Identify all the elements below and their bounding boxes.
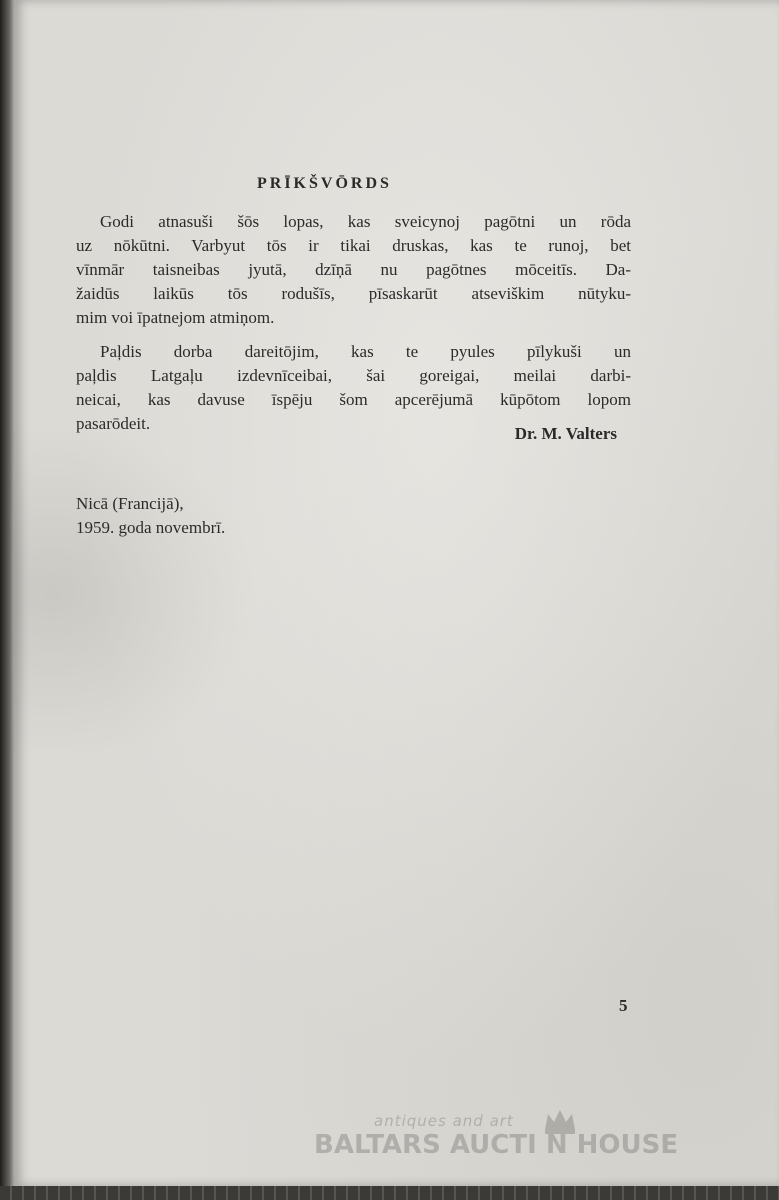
paragraph2-line-3: neicai, kas davuse īspēju šom apcerējumā kūpōtom lopom [76, 390, 631, 409]
paragraph1-line-1: Godi atnasuši šōs lopas, kas sveicynoj pagōtni un rōda [100, 212, 631, 231]
watermark-tagline: antiques and art [374, 1112, 514, 1130]
paragraph1-line-4: žaidūs laikūs tōs rodušīs, pīsaskarūt atseviškim nūtyku- [76, 284, 631, 303]
auction-house-watermark [314, 1108, 714, 1168]
author-signature: Dr. M. Valters [514, 424, 617, 443]
page-stack-edge [0, 1186, 779, 1200]
book-page [14, 0, 779, 1186]
page-heading: PRĪKŠVŌRDS [257, 175, 392, 192]
place-line-2: 1959. goda novembrī. [76, 518, 226, 537]
paragraph1-line-5: mim voi īpatnejom atmiņom. [76, 308, 275, 327]
page-number: 5 [619, 996, 628, 1015]
paragraph1-line-2: uz nōkūtni. Varbyut tōs ir tikai druskas, kas te runoj, bet [76, 236, 631, 255]
watermark-name: BALTARS AUCTI N HOUSE [314, 1130, 679, 1160]
paragraph2-line-4: pasarōdeit. [76, 414, 151, 433]
paragraph2-line-2: paļdis Latgaļu izdevnīceibai, šai goreigai, meilai darbi- [76, 366, 631, 385]
paragraph2-line-1: Paļdis dorba dareitōjim, kas te pyules pīlykuši un [100, 342, 631, 361]
paragraph1-line-3: vīnmār taisneibas jyutā, dzīņā nu pagōtnes mōceitīs. Da- [76, 260, 631, 279]
place-line-1: Nicā (Francijā), [76, 494, 184, 513]
book-spine-shadow [0, 0, 14, 1200]
